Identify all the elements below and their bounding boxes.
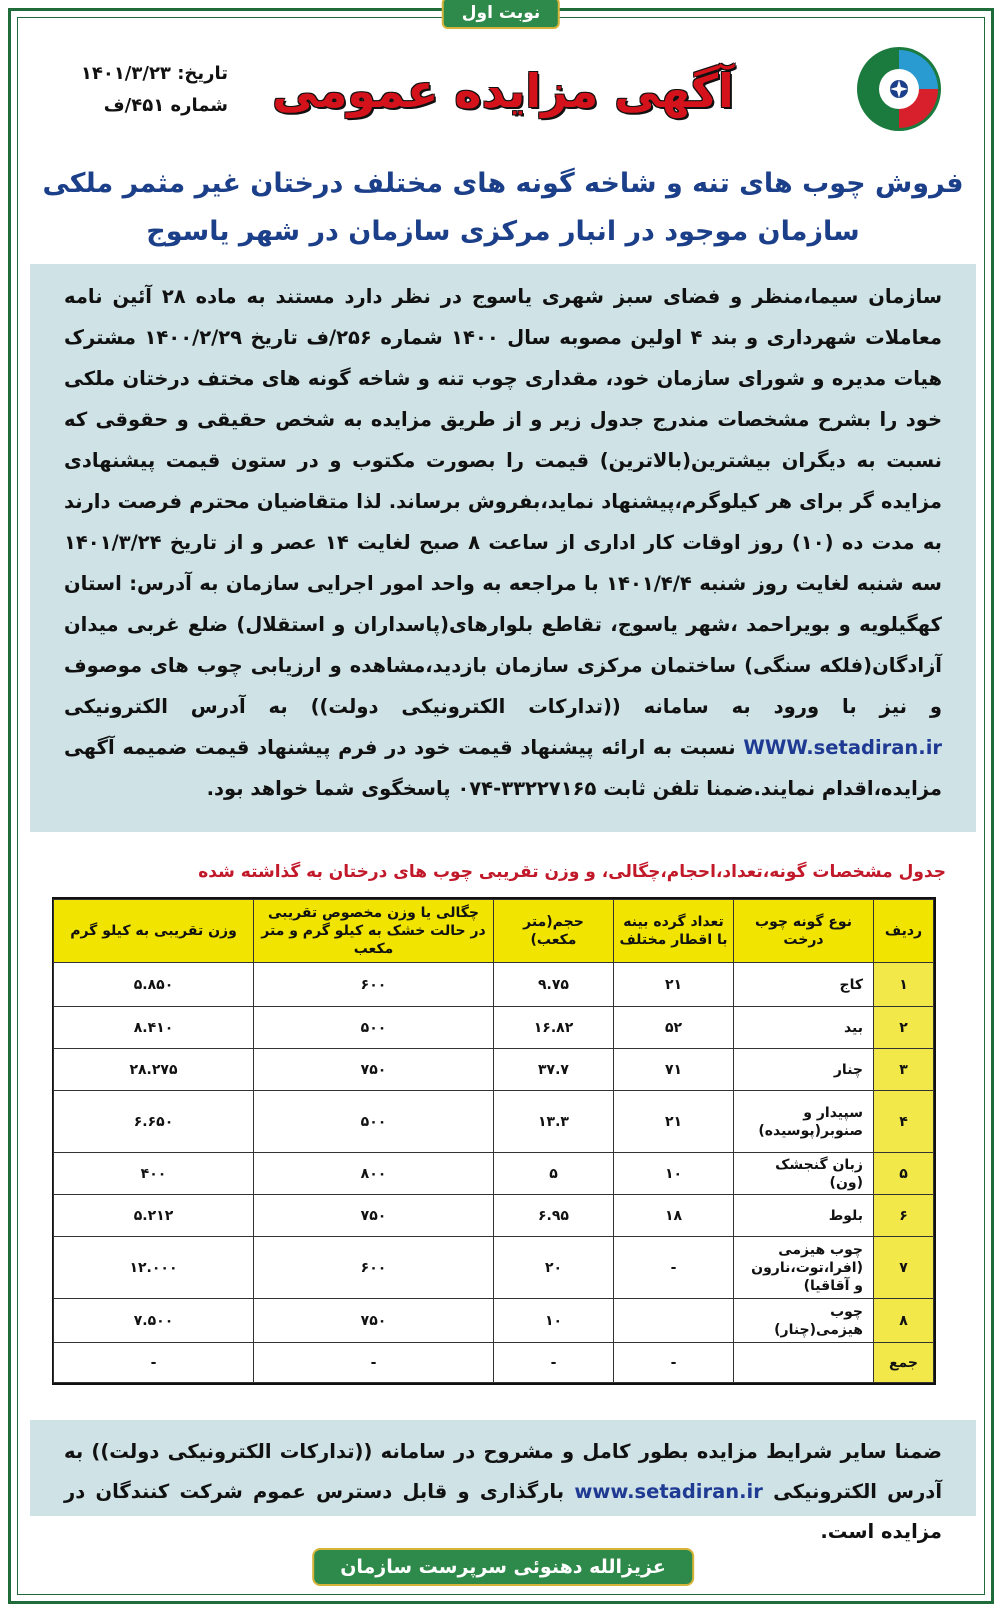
signature-badge: عزیزالله دهنوئی سرپرست سازمان xyxy=(312,1548,694,1586)
species-cell: چنار xyxy=(734,1049,874,1091)
weight-cell: ۶.۶۵۰ xyxy=(54,1091,254,1153)
table-row xyxy=(54,1153,934,1195)
weight-cell: ۵.۸۵۰ xyxy=(54,963,254,1007)
specs-table xyxy=(52,897,936,1385)
count-cell: - xyxy=(614,1237,734,1299)
footer-note xyxy=(30,1420,976,1543)
total-label: جمع xyxy=(874,1343,934,1383)
weight-cell: ۵.۲۱۲ xyxy=(54,1195,254,1237)
body-text-part-1: سازمان سیما،منظر و فضای سبز شهری یاسوج در نظر دارد مستند به ماده ۲۸ آئین نامه معاملات شهرداری و بند ۴ اولین مصوبه سال ۱۴۰۰ شماره ۲۵۶/ف تاریخ ۱۴۰۰/۲/۲۹ مشترک هیات مدیره و شورای سازمان خود، مقداری چوب تنه و شاخه گونه های مختف درختان ملکی خود را بشرح مشخصات مندرج جدول زیر و از طریق مزایده به شخص حقیقی و حقوقی که نسبت به دیگران بیشترین(بالاترین) قیمت را بصورت مکتوب و در ستون قیمت پیشنهادی مزایده گر برای هر کیلوگرم،پیشنهاد نماید،بفروش برساند. لذا متقاضیان محترم فرصت دارند به مدت ده (۱۰) روز اوقات کار اداری از ساعت ۸ صبح لغایت ۱۴ عصر و از تاریخ ۱۴۰۱/۳/۲۴ سه شنبه لغایت روز شنبه ۱۴۰۱/۴/۴ با مراجعه به واحد امور اجرایی سازمان به آدرس: استان کهگیلویه و بویراحمد ،شهر یاسوج، تقاطع بلوارهای(پاسداران و استقلال) ضلع غربی میدان آزادگان(فلکه سنگی) ساختمان مرکزی سازمان بازدید،مشاهده و ارزیابی چوب های موصوف و نیز با ورود به سامانه ((تدارکات الکترونیکی دولت)) به آدرس الکترونیکی xyxy=(64,285,942,718)
count-cell: ۵۲ xyxy=(614,1007,734,1049)
volume-cell: ۹.۷۵ xyxy=(494,963,614,1007)
density-cell: ۷۵۰ xyxy=(254,1195,494,1237)
count-cell: ۱۸ xyxy=(614,1195,734,1237)
table-header-row xyxy=(54,900,934,963)
weight-cell: ۷.۵۰۰ xyxy=(54,1299,254,1343)
species-cell: بید xyxy=(734,1007,874,1049)
species-cell: زبان گنجشک (ون) xyxy=(734,1153,874,1195)
body-text-part-2: نسبت به ارائه پیشنهاد قیمت خود در فرم پیشنهاد قیمت ضمیمه آگهی مزایده،اقدام نمایند.ضمنا تلفن ثابت ۳۳۲۲۷۱۶۵-۰۷۴ پاسخگوی شما خواهد بود. xyxy=(64,736,942,800)
subtitle xyxy=(40,160,966,256)
notice-date: تاریخ: ۱۴۰۱/۳/۲۳ xyxy=(80,63,228,84)
footer-setadiran-link[interactable]: www.setadiran.ir xyxy=(574,1480,763,1503)
count-cell: ۲۱ xyxy=(614,963,734,1007)
volume-cell: ۱۶.۸۲ xyxy=(494,1007,614,1049)
header-density: چگالی یا وزن مخصوص تقریبی در حالت خشک به کیلو گرم و متر مکعب xyxy=(254,900,494,963)
density-cell: ۶۰۰ xyxy=(254,1237,494,1299)
density-cell: ۶۰۰ xyxy=(254,963,494,1007)
header-log-count: تعداد گرده بینه با اقطار مختلف xyxy=(614,900,734,963)
weight-cell: ۴۰۰ xyxy=(54,1153,254,1195)
notice-number: شماره ۴۵۱/ف xyxy=(103,95,228,116)
count-cell: ۱۰ xyxy=(614,1153,734,1195)
header-volume: حجم(متر مکعب) xyxy=(494,900,614,963)
table-row xyxy=(54,1195,934,1237)
body-paragraph xyxy=(64,276,942,809)
table-row xyxy=(54,1299,934,1343)
total-weight-cell: - xyxy=(54,1343,254,1383)
weight-cell: ۲۸.۲۷۵ xyxy=(54,1049,254,1091)
page-title: آگهی مزایده عمومی xyxy=(272,64,734,118)
header-weight: وزن تقریبی به کیلو گرم xyxy=(54,900,254,963)
row-number: ۷ xyxy=(874,1237,934,1299)
announcement-body xyxy=(30,264,976,832)
count-cell: ۷۱ xyxy=(614,1049,734,1091)
volume-cell: ۳۷.۷ xyxy=(494,1049,614,1091)
volume-cell: ۱۰ xyxy=(494,1299,614,1343)
density-cell: ۵۰۰ xyxy=(254,1091,494,1153)
weight-cell: ۱۲.۰۰۰ xyxy=(54,1237,254,1299)
row-number: ۳ xyxy=(874,1049,934,1091)
species-cell: چوب هیزمی(چنار) xyxy=(734,1299,874,1343)
table-title: جدول مشخصات گونه،تعداد،احجام،چگالی، و وزن تقریبی چوب های درختان به گذاشته شده xyxy=(198,862,946,882)
total-volume-cell: - xyxy=(494,1343,614,1383)
row-number: ۲ xyxy=(874,1007,934,1049)
row-number: ۵ xyxy=(874,1153,934,1195)
subtitle-line-1: فروش چوب های تنه و شاخه گونه های مختلف درختان غیر مثمر ملکی xyxy=(42,168,964,199)
table-row xyxy=(54,1091,934,1153)
footer-text-part-1: ضمنا سایر شرایط مزایده بطور کامل و مشروح در سامانه ((تدارکات الکترونیکی دولت)) به آدرس الکترونیکی xyxy=(64,1440,943,1503)
volume-cell: ۶.۹۵ xyxy=(494,1195,614,1237)
volume-cell: ۱۳.۳ xyxy=(494,1091,614,1153)
table-row xyxy=(54,1237,934,1299)
total-count-cell: - xyxy=(614,1343,734,1383)
total-species-cell xyxy=(734,1343,874,1383)
round-badge: نوبت اول xyxy=(442,0,560,29)
table-total-row xyxy=(54,1343,934,1383)
footer-text-part-2: بارگذاری و قابل دسترس عموم شرکت کنندگان در مزایده است. xyxy=(64,1480,942,1543)
density-cell: ۵۰۰ xyxy=(254,1007,494,1049)
count-cell xyxy=(614,1299,734,1343)
table-row xyxy=(54,1049,934,1091)
density-cell: ۸۰۰ xyxy=(254,1153,494,1195)
table-row xyxy=(54,963,934,1007)
header-species: نوع گونه چوب درخت xyxy=(734,900,874,963)
header-row-number: ردیف xyxy=(874,900,934,963)
volume-cell: ۲۰ xyxy=(494,1237,614,1299)
density-cell: ۷۵۰ xyxy=(254,1299,494,1343)
density-cell: ۷۵۰ xyxy=(254,1049,494,1091)
row-number: ۸ xyxy=(874,1299,934,1343)
count-cell: ۲۱ xyxy=(614,1091,734,1153)
species-cell: سپیدار و صنوبر(پوسیده) xyxy=(734,1091,874,1153)
row-number: ۱ xyxy=(874,963,934,1007)
volume-cell: ۵ xyxy=(494,1153,614,1195)
row-number: ۶ xyxy=(874,1195,934,1237)
species-cell: بلوط xyxy=(734,1195,874,1237)
species-cell: کاج xyxy=(734,963,874,1007)
species-cell: چوب هیزمی (افرا،توت،نارون و آقاقیا) xyxy=(734,1237,874,1299)
weight-cell: ۸.۴۱۰ xyxy=(54,1007,254,1049)
total-density-cell: - xyxy=(254,1343,494,1383)
row-number: ۴ xyxy=(874,1091,934,1153)
setadiran-link[interactable]: WWW.setadiran.ir xyxy=(743,736,942,759)
table-row xyxy=(54,1007,934,1049)
subtitle-line-2: سازمان موجود در انبار مرکزی سازمان در شهر یاسوج xyxy=(146,216,860,247)
